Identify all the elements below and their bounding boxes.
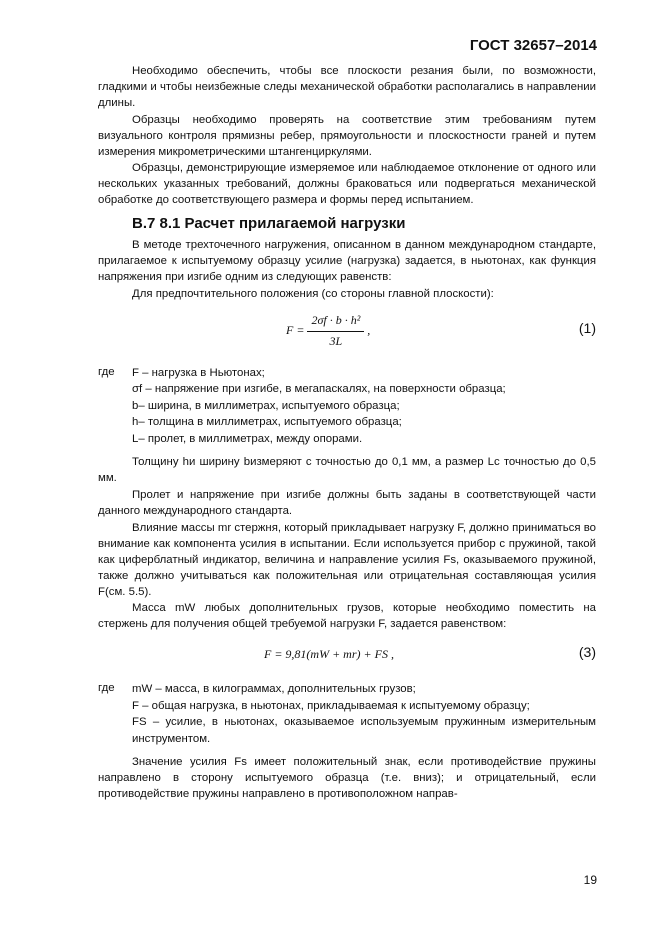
formula-3 bbox=[98, 641, 596, 671]
variable-definition: F – общая нагрузка, в ньютонах, прикладываемая к испытуемому образцу; bbox=[132, 699, 530, 712]
formula-1-number: (1) bbox=[578, 319, 596, 336]
paragraph: Необходимо обеспечить, чтобы все плоскости резания были, по возможности, гладкими и чтобы неизбежные следы механической обработки располагались в направлении длины. bbox=[98, 65, 596, 109]
formula-1-fraction bbox=[307, 313, 364, 350]
paragraph: Значение усилия Fs имеет положительный знак, если противодействие пружины направлено в сторону испытуемого образца (т.е. вниз); и отрицательный, если противодействие пружины направлено в противоположном направ- bbox=[98, 756, 596, 801]
paragraph: Образцы, демонстрирующие измеряемое или наблюдаемое отклонение от одного или нескольких указанных требований, должны браковаться или подвергаться механической обработке до соответствующего размера и формы перед испытанием. bbox=[98, 162, 596, 207]
section-heading: В.7 8.1 Расчет прилагаемой нагрузки bbox=[132, 215, 406, 233]
formula-1-numerator: 2σf · b · h² bbox=[307, 313, 364, 332]
formula-1-denominator: 3L bbox=[329, 333, 343, 348]
variable-definition: FS – усилие, в ньютонах, оказываемое используемым пружинным измерительным инструментом. bbox=[132, 716, 596, 745]
variable-definition: σf – напряжение при изгибе, в мегапаскалях, на поверхности образца; bbox=[132, 383, 506, 396]
paragraph: Толщину hи ширину bизмеряют с точностью до 0,1 мм, а размер Lс точностью до 0,5 мм. bbox=[98, 456, 596, 485]
variable-definition: mW – масса, в килограммах, дополнительных грузов; bbox=[132, 683, 416, 696]
where-block-2 bbox=[98, 681, 596, 747]
formula-3-number: (3) bbox=[578, 644, 596, 661]
document-id-header: ГОСТ 32657–2014 bbox=[469, 37, 597, 54]
page-content bbox=[98, 64, 596, 803]
formula-1-expression bbox=[286, 313, 370, 350]
page-number: 19 bbox=[583, 873, 597, 887]
paragraph: Влияние массы mr стержня, который прикладывает нагрузку F, должно приниматься во внимание как компонента усилия в испытании. Если используется прибор с пружиной, такой как циферблатный индикатор, величина и направление усилия Fs, оказываемого пружиной, также должно учитываться как положительная или отрицательная составляющая усилия F(см. 5.5). bbox=[98, 521, 596, 598]
variable-definition: L– пролет, в миллиметрах, между опорами. bbox=[132, 432, 363, 445]
formula-1-tail: , bbox=[367, 322, 371, 337]
paragraph: Образцы необходимо проверять на соответствие этим требованиям путем визуального контроля прямизны ребер, прямоугольности и плоскостности граней и путем измерения микрометрическими штангенциркулями. bbox=[98, 113, 596, 158]
variable-definition: h– толщина в миллиметрах, испытуемого образца; bbox=[132, 416, 402, 429]
where-block-1 bbox=[98, 365, 596, 448]
where-label: где bbox=[98, 682, 115, 695]
paragraph: В методе трехточечного нагружения, описанном в данном международном стандарте, прилагаемое к испытуемому образцу усилие (нагрузка) задается, в ньютонах, как функция напряжения при изгибе одним из следующих равенств: bbox=[98, 239, 596, 283]
variable-definition: F – нагрузка в Ньютонах; bbox=[132, 366, 265, 379]
variable-definition: b– ширина, в миллиметрах, испытуемого образца; bbox=[132, 399, 400, 412]
formula-3-expression: F = 9,81(mW + mr) + FS , bbox=[264, 647, 394, 662]
paragraph: Пролет и напряжение при изгибе должны быть заданы в соответствующей части данного международного стандарта. bbox=[98, 489, 596, 517]
where-label: где bbox=[98, 365, 115, 378]
paragraph: Масса mW любых дополнительных грузов, которые необходимо поместить на стержень для получения общей требуемой нагрузки F, задается равенством: bbox=[98, 602, 596, 631]
formula-1-lhs: F = bbox=[286, 322, 305, 337]
paragraph: Для предпочтительного положения (со стороны главной плоскости): bbox=[132, 287, 494, 300]
formula-1 bbox=[98, 309, 596, 361]
